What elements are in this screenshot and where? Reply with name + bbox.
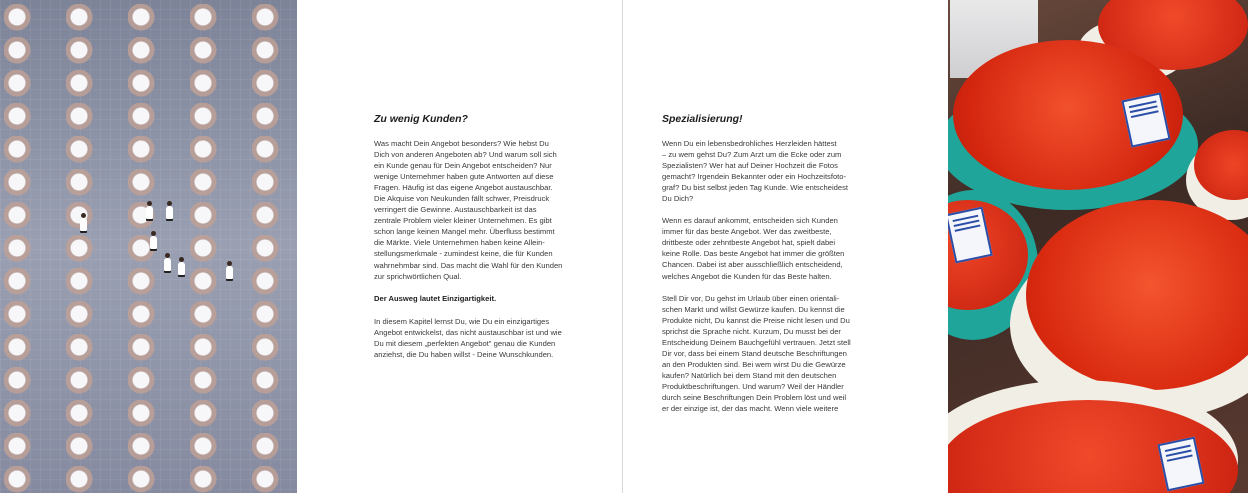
spice-market-photo [948, 0, 1248, 493]
waiter-figure [150, 236, 157, 249]
waiter-figure [80, 218, 87, 231]
left-page-text [374, 112, 600, 371]
waiter-figure [146, 206, 153, 219]
waiter-figure [166, 206, 173, 219]
right-page-paragraph: Stell Dir vor, Du gehst im Urlaub über einen orientali- schen Markt und willst Gewürze kaufen. Du kennst die Produkte nicht, Du kannst die Preise nicht lesen und Du sprichst die Sprache nicht. Kurzum, Du musst bei der Entscheidung Deinem Bauchgefühl vertrauen. Jetzt stell Dir vor, dass bei einem Stand deutsche Beschriftungen an den Produkten sind. Bei wem wirst Du die Gewürze kaufen? Natürlich bei dem Stand mit den deutschen Produktbeschriftungen. Und warum? Weil der Händler durch seine Beschriftungen Dein Problem löst und weil er der einzige ist, der das macht. Wenn viele weitere [662, 293, 851, 414]
right-page-text [662, 112, 888, 425]
plaza-tables-photo [0, 0, 297, 493]
right-page-paragraph: Wenn es darauf ankommt, entscheiden sich Kunden immer für das beste Angebot. Wer das zweitbeste, drittbeste oder zehntbeste Angebot hat, spielt dabei keine Rolle. Das beste Angebot hat immer die größten Chancen. Dabei ist aber ausschließlich entscheidend, welches Angebot die Kunden für das Beste halten. [662, 216, 845, 281]
right-page-paragraph: Wenn Du ein lebensbedrohliches Herzleiden hättest – zu wem gehst Du? Zum Arzt um die Ecke oder zum Spezialisten? Wer hat auf Deiner Hochzeit die Fotos gemacht? Irgendein Bekannter oder ein Hochzeitsfoto- graf? Du bist selbst jeden Tag Kunde. Wie entscheidest Du Dich? [662, 139, 849, 204]
page-fold [622, 0, 623, 493]
right-page-heading: Spezialisierung! [662, 113, 743, 125]
waiter-figure [164, 258, 171, 271]
left-page-paragraph: In diesem Kapitel lernst Du, wie Du ein einzigartiges Angebot entwickelst, das nicht austauschbar ist und wie Du mit diesem „perfekten Angebot" genau die Kunden anziehst, die Du haben willst - Deine Wunschkunden. [374, 316, 562, 359]
left-page-heading: Zu wenig Kunden? [374, 113, 468, 125]
waiter-figure [226, 266, 233, 279]
left-page-paragraph: Was macht Dein Angebot besonders? Wie hebst Du Dich von anderen Angeboten ab? Und warum soll sich ein Kunde genau für Dein Angebot entscheiden? Nur wenige Unternehmer haben gute Antworten auf diese Fragen. Häufig ist das eigene Angebot austauschbar. Die Akquise von Neukunden fällt schwer, Preisdruck verringert die Gewinne. Austauschbarkeit ist das zentrale Problem vieler kleiner Unternehmen. Es gibt schon lange keinen Mangel mehr. Überfluss bestimmt die Märkte. Viele Unternehmen haben keine Allein- stellungsmerkmale - zumindest keine, die für Kunden wahrnehmbar sind. Das macht die Wahl für den Kunden zur sprichwörtlichen Qual. [374, 139, 563, 281]
waiter-figure [178, 262, 185, 275]
left-page-bold-line: Der Ausweg lautet Einzigartigkeit. [374, 293, 497, 303]
